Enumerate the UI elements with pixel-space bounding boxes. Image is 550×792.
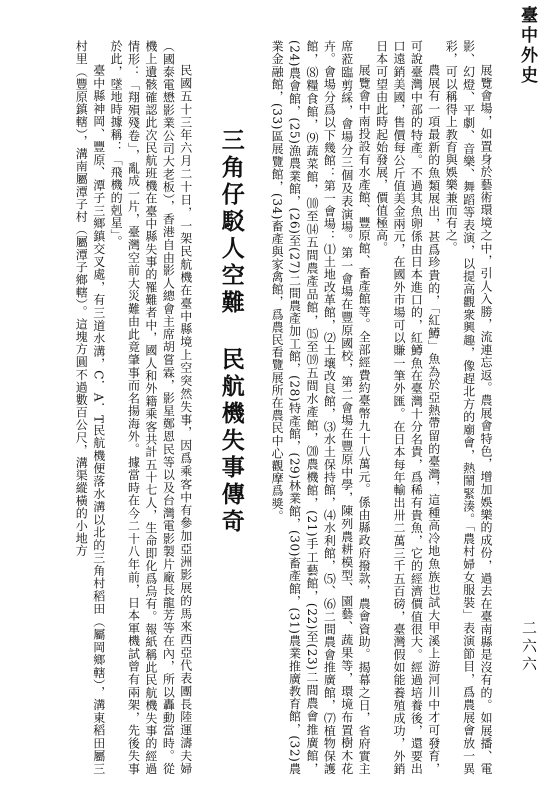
page-number: 二六六 (520, 620, 538, 674)
body-paragraph: 展覽會場，如置身於藝術環境之中，引人入勝，流連忘返。農展會特色，增加娛樂的成份，過去在臺南縣是沒有的。如展播、電影、幻燈、平劇、音樂、舞蹈等表演，以提高觀衆興趣，像趕北方的廟會，熱鬧緊湊。「農村婦女服裝」表演節目，爲農展會放一異彩，可以稱得上教育與娛樂兼而有之。 (444, 40, 493, 775)
article-title-line1: 三角仔駁人空難 (217, 128, 245, 317)
running-header: 臺中外史 (517, 6, 537, 86)
body-paragraph: 臺中縣神岡、豐原、潭子三鄉鎮交叉處，有三道水溝，C．A．T民航機便落水溝以北的三角村稻田（屬岡鄉轄），溝東稻田屬三村里（豐原鎮轄），溝南屬潭子村（屬潭子鄉轄）。這塊方圓不過數百公尺，溝渠縱橫的小地方 (74, 40, 106, 775)
article-title-line2: 民航機失事傳奇 (217, 347, 245, 536)
body-paragraph: 展覽會中南投設有水產館、豐原館、畜產館等。全部經費約臺幣九十八萬元。係由縣政府撥款，農會資助。揭幕之日，省府實主席蒞臨剪綵，會場分三個及表演場。第一會場在豐原國校，第二會場在豐原中學，陳列農耕模型、園藝、蔬果等，環境布置樹木花卉。會場分爲以下幾館：第一會場：⑴土地改革館，⑵土壤改良館，⑶水土保持館，⑷水利館，⑸、⑹二間農會推廣館，⑺植物保護館，⑻糧食館，⑼蔬菜館，⑽至⒁五間農產品館，⒂至⒆五間水產館，⒇農機館，(21)手工藝館，(22)至(23)二間農會推廣館，(24)農會館，(25)漁農業館，(26)至(27)二間農產加工館，(28)特產館，(29)林業館，(30)畜產館，(31)農業推廣教育館，(32)農業金融館，(33)區展覽館，(34)畜產與家禽館，爲農民看覽展所在農民中心觀摩爲獎。 (270, 40, 372, 775)
article-title (216, 40, 246, 775)
article-body (8, 40, 494, 775)
body-paragraph: 民國五十三年六月二十日，一架民航機在臺中縣境上空突然失事，因爲乘客中有參加亞洲影展的馬來西亞代表團長陸運濤夫婦（國泰電懋影業公司大老板），香港自由影人總會主席胡嘗霖，影星鄭恩民等以及台灣電影製片廠長龍芳等在內，所以轟動當時。從機上遺骸確認此次民航班機在臺中縣失事的罹難者中，國人和外籍乘客共計五十七人，生命即化爲烏有。報紙稱此民航機失事的經過情形：「翔殞殘卷」，亂成一片，臺灣空前大災難由此竟肇事而名揚海外。據當時在今二十八年前，日本軍機試曾有兩架，先後失事於此，墜地時據稱：「飛機的剋星」。 (109, 40, 193, 775)
body-paragraph: 農展有一項最新的魚類展出，甚爲珍貴的，「紅鱒」魚為於亞熱帶留的臺灣，這種高冷地魚族也試大甲溪上游河川中才可發育，可說臺灣中部的特產。不過其魚卵係由日本進口的，紅鱒魚在臺灣十分名貴，爲稀有貴魚，它的經濟價值很大。經過培養後，還要出口遠銷美國，售價每公斤值美金兩元，在國外市場可以賺一筆外匯。在日本每年輸出卅二萬三千五百磅，臺灣假如能養殖成功，外銷日本可望由此時起始發展，價值極高。 (374, 40, 441, 775)
